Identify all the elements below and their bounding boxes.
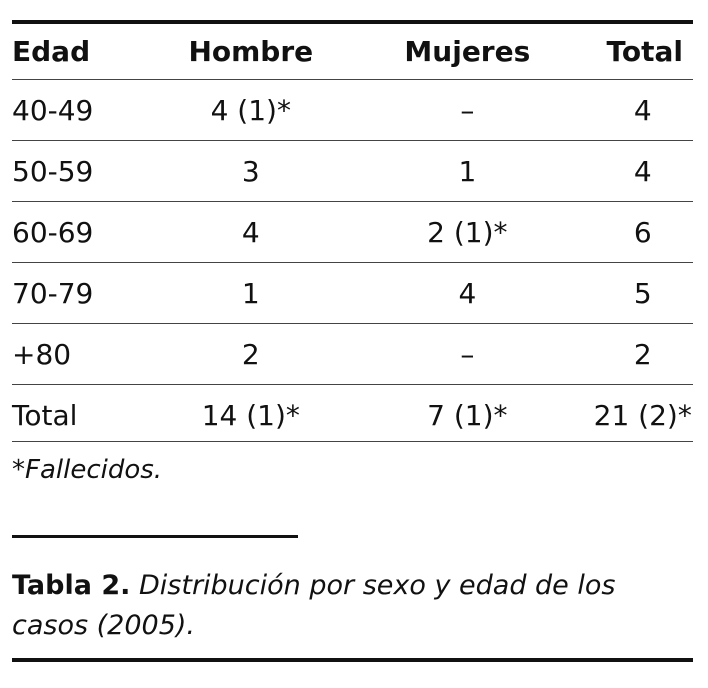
cell-total: 2 [633, 337, 652, 371]
cell-total: 6 [633, 215, 652, 249]
table-row [12, 324, 693, 385]
cell-mujeres: 2 (1)* [427, 215, 508, 249]
cell-hombre: 2 [241, 337, 260, 371]
table-caption [12, 566, 692, 646]
header-total: Total [606, 34, 683, 68]
cell-edad: 50-59 [12, 154, 94, 188]
cell-hombre: 14 (1)* [201, 398, 300, 432]
header-mujeres: Mujeres [404, 34, 531, 68]
table-row-total [12, 385, 693, 446]
cell-edad: Total [12, 398, 78, 432]
cell-hombre: 4 [241, 215, 260, 249]
caption-text: Distribución por sexo y edad de los casos (2005). [12, 570, 616, 641]
cell-edad: 60-69 [12, 215, 94, 249]
cell-hombre: 4 (1)* [210, 93, 291, 127]
caption-separator [12, 535, 298, 538]
table-row [12, 263, 693, 324]
table-row [12, 141, 693, 202]
table-row [12, 202, 693, 263]
cell-edad: 70-79 [12, 276, 94, 310]
cell-mujeres: – [460, 337, 475, 371]
table-row [12, 80, 693, 141]
header-edad: Edad [12, 34, 91, 68]
cell-mujeres: 7 (1)* [427, 398, 508, 432]
cell-total: 4 [633, 93, 652, 127]
header-hombre: Hombre [188, 34, 314, 68]
cell-total: 5 [633, 276, 652, 310]
cell-edad: +80 [12, 337, 72, 371]
cell-mujeres: 4 [458, 276, 477, 310]
cell-hombre: 1 [241, 276, 260, 310]
cell-total: 21 (2)* [593, 398, 692, 432]
footnote: *Fallecidos. [12, 455, 163, 485]
table-bottom-rule [12, 441, 693, 442]
cell-mujeres: 1 [458, 154, 477, 188]
caption-label: Tabla 2. [12, 570, 131, 601]
cell-total: 4 [633, 154, 652, 188]
distribution-table [12, 23, 693, 445]
cell-edad: 40-49 [12, 93, 94, 127]
cell-hombre: 3 [241, 154, 260, 188]
table-header-row [12, 23, 693, 80]
cell-mujeres: – [460, 93, 475, 127]
caption-bottom-rule [12, 658, 693, 662]
